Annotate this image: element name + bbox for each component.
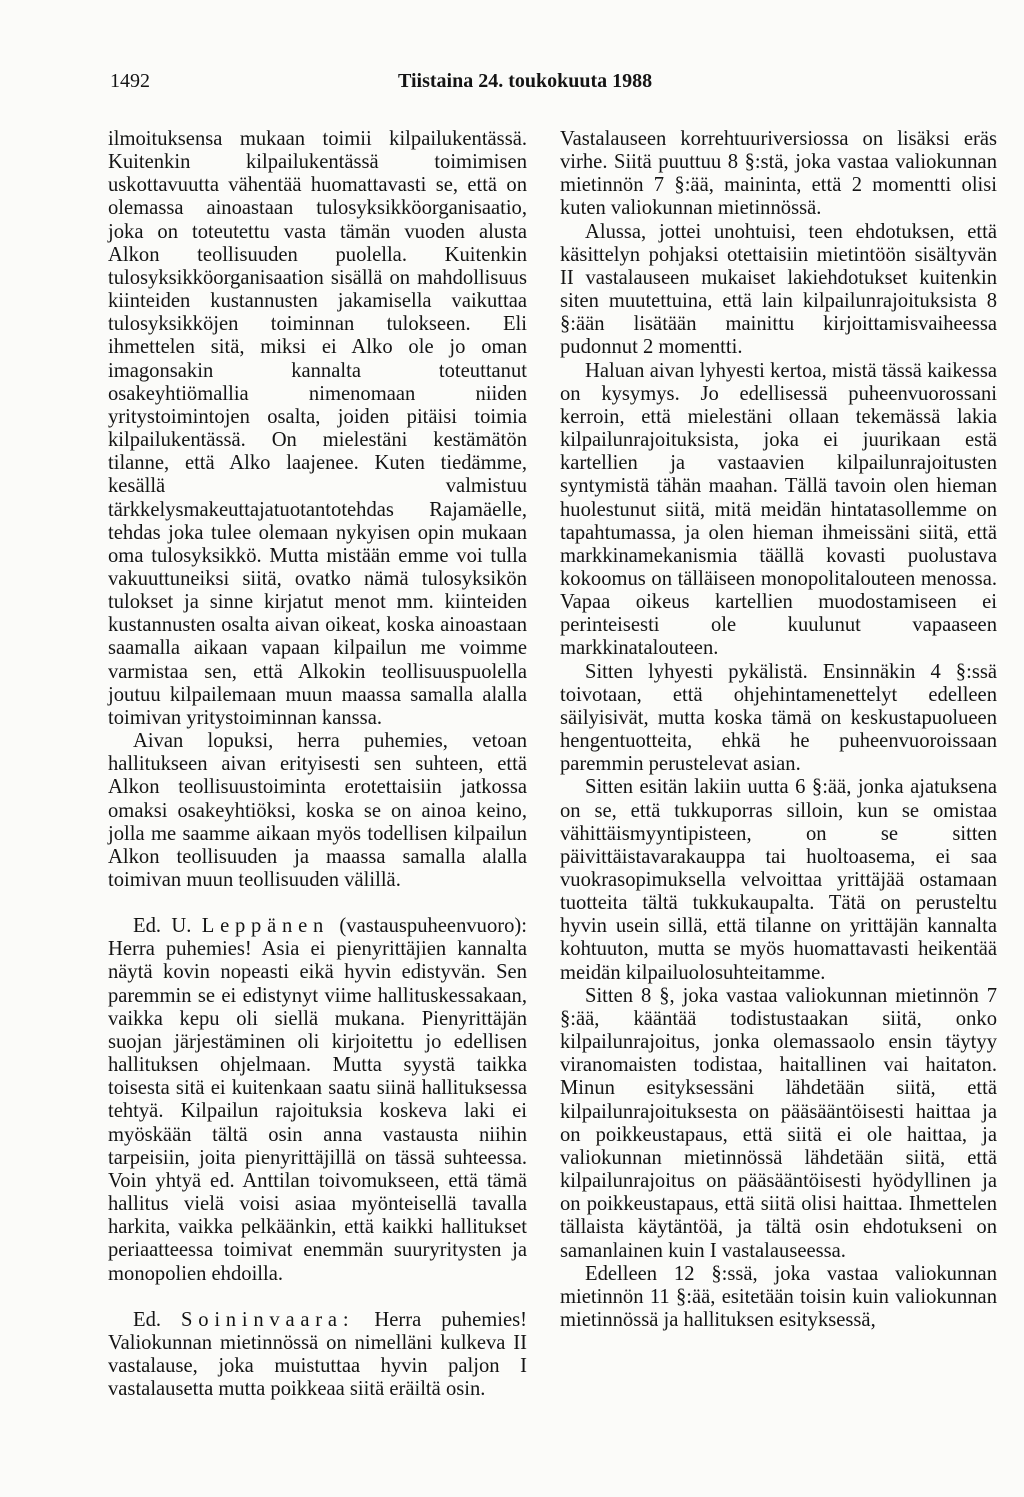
paragraph: Sitten 8 §, joka vastaa valiokunnan mietinnön 7 §:ää, kääntää todistustaakan siitä, onko kilpailunrajoitus, jonka olemassaolo ensin täytyy viranomaisten todistaa, haitallinen vai haitaton. Minun esityksessäni lähdetään siitä, että kilpailunrajoituksesta on pääsääntöisesti haittaa ja on poikkeustapaus, että siitä ei ole haittaa, ja valiokunnan mietinnössä lähdetään siitä, että kilpailunrajoitus on pääsääntöisesti hyödyllinen ja on poikkeustapaus, että siitä olisi haittaa. Ihmettelen tällaista käytäntöä, ja tältä osin ehdotukseni on samanlainen kuin I vastalauseessa. bbox=[560, 984, 997, 1262]
speaker-name: Soininvaara: bbox=[181, 1308, 355, 1331]
paragraph: Alussa, jottei unohtuisi, teen ehdotuksen, että käsittelyn pohjaksi otettaisiin mietintöön sisältyvän II vastalauseen mukaiset lakiehdotukset kuitenkin siten muutettuina, että lain kilpailunrajoituksista 8 §:ään lisätään mainittu kirjoittamisvaiheessa pudonnut 2 momentti. bbox=[560, 220, 997, 359]
speech-text: Herra puhemies! Valiokunnan mietinnössä on nimelläni kulkeva II vastalause, joka muistuttaa hyvin paljon I vastalausetta mutta poikkeaa siitä eräiltä osin. bbox=[108, 1308, 527, 1401]
page-number: 1492 bbox=[110, 70, 150, 92]
paragraph: Vastalauseen korrehtuuriversiossa on lisäksi eräs virhe. Siitä puuttuu 8 §:stä, joka vastaa valiokunnan mietinnön 7 §:ää, maininta, että 2 momentti olisi kuten valiokunnan mietinnössä. bbox=[560, 128, 997, 220]
speech-soininvaara bbox=[108, 1309, 527, 1402]
speaker-prefix: Ed. U. bbox=[133, 915, 192, 938]
running-title: Tiistaina 24. toukokuuta 1988 bbox=[398, 70, 653, 92]
page-header bbox=[0, 70, 1024, 100]
right-column bbox=[560, 128, 997, 1332]
paragraph: Edelleen 12 §:ssä, joka vastaa valiokunnan mietinnön 11 §:ää, esitetään toisin kuin valiokunnan mietinnössä ja hallituksen esityksessä, bbox=[560, 1262, 997, 1331]
speaker-name: Leppänen bbox=[201, 915, 330, 938]
speech-text: (vastauspuheenvuoro): Herra puhemies! Asia ei pienyrittäjien kannalta näytä kovin nopeasti eikä hyvin edistyvän. Sen paremmin se ei edistynyt viime hallituskessakaan, vaikka kepu oli siellä mukana. Pienyrittäjän suojan järjestäminen oli kirjoitettu jo edellisen hallituksen ohjelmaan. Mutta syystä taikka toisesta sitä ei kuitenkaan saatu siinä hallituksessa tehtyä. Kilpailun rajoituksia koskeva laki ei myöskään tältä osin anna vastausta niihin tarpeisiin, joita pienyrittäjillä on tässä suhteessa. Voin yhtyä ed. Anttilan toivomukseen, että tämä hallitus vielä voisi asiaa myönteisellä tavalla harkita, vaikka pelkäänkin, että kaikki hallitukset periaatteessa toimivat enemmän suuryritysten ja monopolien ehdoilla. bbox=[108, 915, 527, 1285]
paragraph: Sitten lyhyesti pykälistä. Ensinnäkin 4 §:ssä toivotaan, että ohjehintamenettelyt edelleen säilyisivät, mutta koska tämä on keskustapuolueen hengentuotteita, ehkä he puheenvuoroissaan paremmin perustelevat asian. bbox=[560, 660, 997, 776]
speaker-prefix: Ed. bbox=[133, 1308, 162, 1331]
paragraph: Sitten esitän lakiin uutta 6 §:ää, jonka ajatuksena on se, että tukkuporras silloin, kun se omistaa vähittäismyyntipisteen, on se sitten päivittäistavarakauppa tai huoltoasema, ei saa vuokrasopimuksella velvoittaa yrittäjää ostamaan tuotteita tältä tukkukaupalta. Tätä on perusteltu hyvin usein sillä, että tilanne on yrittäjän kannalta kohtuuton, mutta se myös huomattavasti heikentää meidän kilpailuolosuhteitamme. bbox=[560, 776, 997, 984]
left-column bbox=[108, 128, 527, 1401]
paragraph: Aivan lopuksi, herra puhemies, vetoan hallitukseen aivan erityisesti sen suhteen, että Alkon teollisuustoiminta erotettaisiin jatkossa omaksi osakeyhtiöksi, koska se on ainoa keino, jolla me saamme aikaan myös todellisen kilpailun Alkon teollisuuden ja maassa samalla alalla toimivan muun teollisuuden välillä. bbox=[108, 730, 527, 891]
paragraph: ilmoituksensa mukaan toimii kilpailukentässä. Kuitenkin kilpailukentässä toimimisen uskottavuutta vähentää huomattavasti se, että on olemassa ainoastaan tulosyksikköorganisaatio, joka on toteutettu vasta tämän vuoden alusta Alkon teollisuuden puolella. Kuitenkin tulosyksikköorganisaation sisällä on mahdollisuus kiinteiden kustannusten jakamisella vaikuttaa tulosyksikköjen toiminnan tulokseen. Eli ihmettelen sitä, miksi ei Alko ole jo oman imagonsakin kannalta toteuttanut osakeyhtiömallia nimenomaan niiden yritystoimintojen osalta, joiden pitäisi toimia kilpailukentässä. On mielestäni kestämätön tilanne, että Alko laajenee. Kuten tiedämme, kesällä valmistuu tärkkelysmakeuttajatuotantotehdas Rajamäelle, tehdas joka tulee olemaan nykyisen opin mukaan oma tulosyksikkö. Mutta mistään emme voi tulla vakuuttuneiksi siitä, ovatko nämä tulosyksikön tulokset ja sinne kirjatut menot mm. kiinteiden kustannusten osalta aivan oikeat, koska ainoastaan saamalla aikaan vapaan kilpailun me voimme varmistaa sen, että Alkokin teollisuuspuolella joutuu kilpailemaan muun maassa samalla alalla toimivan yritystoiminnan kanssa. bbox=[108, 128, 527, 729]
paragraph: Haluan aivan lyhyesti kertoa, mistä tässä kaikessa on kysymys. Jo edellisessä puheenvuorossani kerroin, että mielestäni ollaan tekemässä lakia kilpailunrajoituksista, joka ei juurikaan estä kartellien ja vastaavien kilpailunrajoitusten syntymistä tähän maahan. Tällä tavoin olen hieman huolestunut siitä, mitä meidän hintatasollemme on tapahtumassa, ja olen hieman ihmeissäni siitä, että markkinamekanismia täällä kovasti puolustava kokoomus on tälläiseen monopolitalouteen menossa. Vapaa oikeus kartellien muodostamiseen ei perinteisesti ole kuulunut vapaaseen markkinatalouteen. bbox=[560, 359, 997, 660]
speech-leppanen bbox=[108, 915, 527, 1286]
